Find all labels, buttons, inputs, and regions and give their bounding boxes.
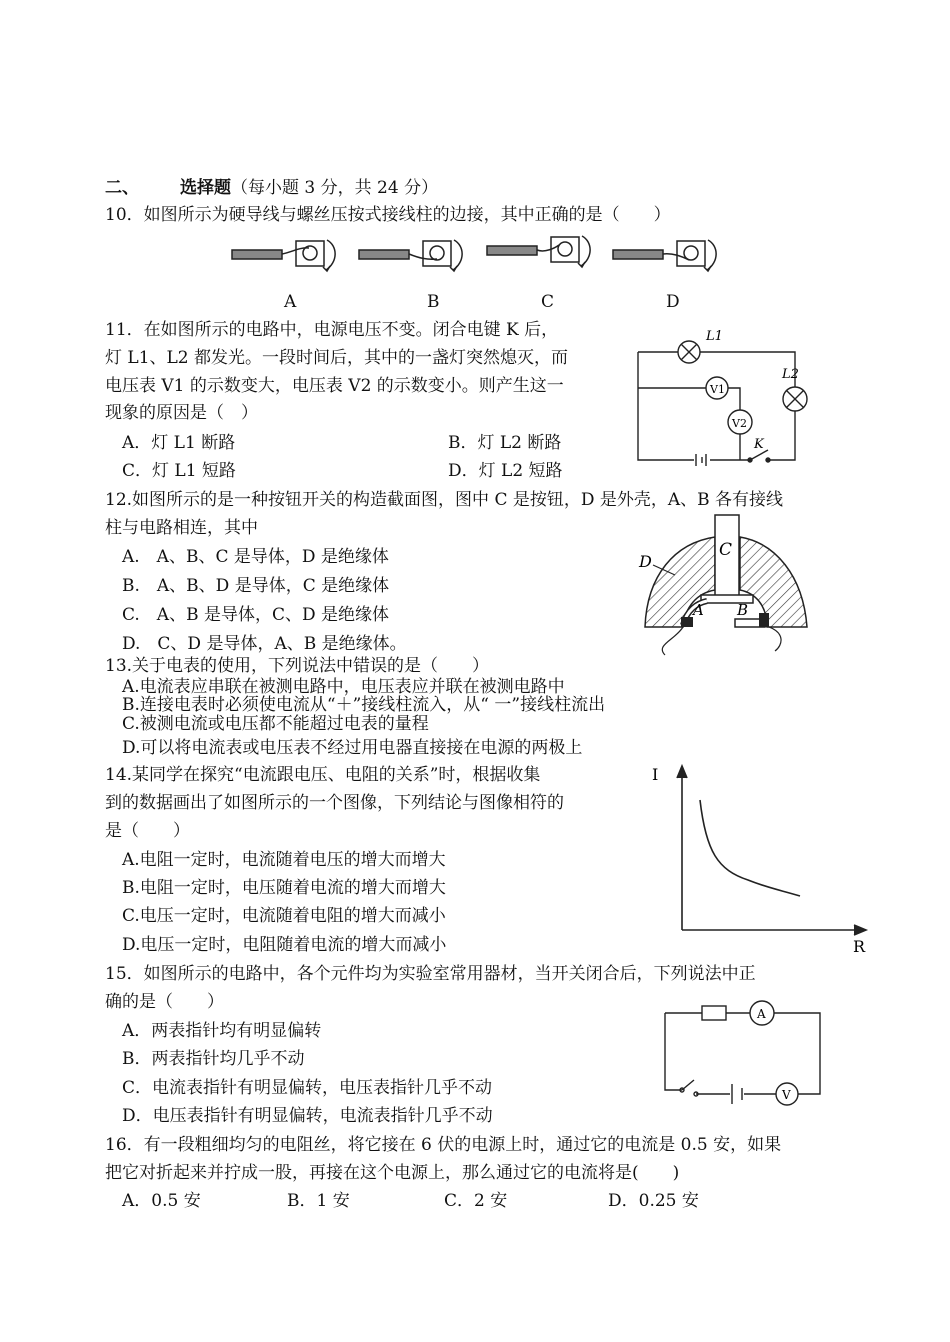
q15-circuit-figure bbox=[660, 998, 825, 1110]
q12-fig-d: D bbox=[639, 552, 652, 571]
q10-label-c: C bbox=[541, 292, 555, 312]
section-number: 二、 bbox=[105, 178, 139, 198]
q15-fig-voltmeter: V bbox=[782, 1088, 791, 1102]
q13-option-b: B.连接电表时必须使电流从“＋”接线柱流入，从“ 一”接线柱流出 bbox=[122, 695, 606, 715]
q16-option-c: C．2 安 bbox=[444, 1191, 508, 1211]
q13-option-a: A.电流表应串联在被测电路中，电压表应并联在被测电路中 bbox=[122, 677, 565, 697]
q11-line-1: 11．在如图所示的电路中，电源电压不变。闭合电键 K 后， bbox=[105, 320, 559, 340]
q12-button-switch-figure bbox=[635, 515, 815, 657]
q12-line-2: 柱与电路相连，其中 bbox=[105, 518, 258, 538]
q14-line-1: 14.某同学在探究“电流跟电压、电阻的关系”时，根据收集 bbox=[105, 765, 541, 785]
q10-label-d: D bbox=[666, 292, 680, 312]
q11-line-2: 灯 L1、L2 都发光。一段时间后，其中的一盏灯突然熄灭，而 bbox=[105, 348, 569, 368]
q15-fig-ammeter: A bbox=[757, 1007, 766, 1021]
q16-option-d: D．0.25 安 bbox=[608, 1191, 699, 1211]
section-note: （每小题 3 分，共 24 分） bbox=[231, 178, 439, 198]
q11-option-c: C．灯 L1 短路 bbox=[122, 461, 236, 481]
q14-option-b: B.电阻一定时，电压随着电流的增大而增大 bbox=[122, 878, 446, 898]
q10-wire-a-icon bbox=[232, 240, 335, 271]
q16-option-b: B．1 安 bbox=[287, 1191, 350, 1211]
q10-wire-d-icon bbox=[613, 240, 716, 271]
q16-option-a: A．0.5 安 bbox=[122, 1191, 201, 1211]
q14-fig-x: R bbox=[853, 937, 866, 956]
q14-line-2: 到的数据画出了如图所示的一个图像，下列结论与图像相符的 bbox=[105, 793, 564, 813]
q15-option-a: A．两表指针均有明显偏转 bbox=[122, 1021, 322, 1041]
section-title: 选择题 bbox=[180, 178, 231, 198]
q11-option-b: B．灯 L2 断路 bbox=[448, 433, 562, 453]
q11-option-d: D．灯 L2 短路 bbox=[448, 461, 563, 481]
q13-option-c: C.被测电流或电压都不能超过电表的量程 bbox=[122, 714, 429, 734]
q10-stem: 10．如图所示为硬导线与螺丝压按式接线柱的边接，其中正确的是（ ） bbox=[105, 205, 671, 225]
q10-label-a: A bbox=[284, 292, 297, 312]
q10-wire-c-icon bbox=[487, 236, 590, 267]
q15-option-c: C．电流表指针有明显偏转，电压表指针几乎不动 bbox=[122, 1078, 493, 1098]
section-heading bbox=[180, 180, 438, 197]
q11-fig-v1: V1 bbox=[710, 383, 725, 396]
q11-option-a: A．灯 L1 断路 bbox=[122, 433, 236, 453]
q12-line-1: 12.如图所示的是一种按钮开关的构造截面图，图中 C 是按钮，D 是外壳，A、B 各有接线 bbox=[105, 490, 784, 510]
q11-line-4: 现象的原因是（ ） bbox=[105, 403, 258, 423]
q16-line-1: 16．有一段粗细均匀的电阻丝，将它接在 6 伏的电源上时，通过它的电流是 0.5 安，如果 bbox=[105, 1135, 782, 1155]
q11-fig-l2: L2 bbox=[782, 367, 799, 382]
q12-option-c: C. A、B 是导体，C、D 是绝缘体 bbox=[122, 605, 390, 625]
q16-line-2: 把它对折起来并拧成一股，再接在这个电源上，那么通过它的电流将是( ) bbox=[105, 1163, 680, 1183]
q13-option-d: D.可以将电流表或电压表不经过用电器直接接在电源的两极上 bbox=[122, 738, 583, 758]
q11-fig-v2: V2 bbox=[732, 417, 747, 430]
q14-curve bbox=[700, 800, 800, 896]
q14-graph-figure bbox=[650, 762, 870, 956]
q10-label-b: B bbox=[427, 292, 440, 312]
q12-option-a: A. A、B、C 是导体，D 是绝缘体 bbox=[122, 547, 389, 567]
q11-fig-k: K bbox=[754, 437, 764, 452]
q10-figure bbox=[230, 232, 720, 278]
q13-stem: 13.关于电表的使用，下列说法中错误的是（ ） bbox=[105, 656, 490, 676]
q11-circuit-figure bbox=[630, 330, 805, 465]
q10-wire-b-icon bbox=[359, 240, 462, 271]
q15-line-2: 确的是（ ） bbox=[105, 992, 224, 1012]
q11-line-3: 电压表 V1 的示数变大，电压表 V2 的示数变小。则产生这一 bbox=[105, 376, 564, 396]
q14-option-a: A.电阻一定时，电流随着电压的增大而增大 bbox=[122, 850, 446, 870]
q14-fig-y: I bbox=[652, 765, 659, 784]
q14-option-c: C.电压一定时，电流随着电阻的增大而减小 bbox=[122, 906, 446, 926]
q15-option-d: D．电压表指针有明显偏转，电流表指针几乎不动 bbox=[122, 1106, 493, 1126]
q12-option-d: D. C、D 是导体，A、B 是绝缘体。 bbox=[122, 634, 407, 654]
q12-fig-a: A bbox=[693, 601, 704, 619]
q11-fig-l1: L1 bbox=[706, 329, 723, 344]
q14-line-3: 是（ ） bbox=[105, 821, 190, 841]
q12-option-b: B. A、B、D 是导体，C 是绝缘体 bbox=[122, 576, 390, 596]
q12-fig-b: B bbox=[737, 601, 749, 619]
q15-option-b: B．两表指针均几乎不动 bbox=[122, 1049, 305, 1069]
q12-fig-c: C bbox=[719, 540, 733, 560]
q14-option-d: D.电压一定时，电阻随着电流的增大而减小 bbox=[122, 935, 447, 955]
q15-line-1: 15．如图所示的电路中，各个元件均为实验室常用器材，当开关闭合后，下列说法中正 bbox=[105, 964, 756, 984]
